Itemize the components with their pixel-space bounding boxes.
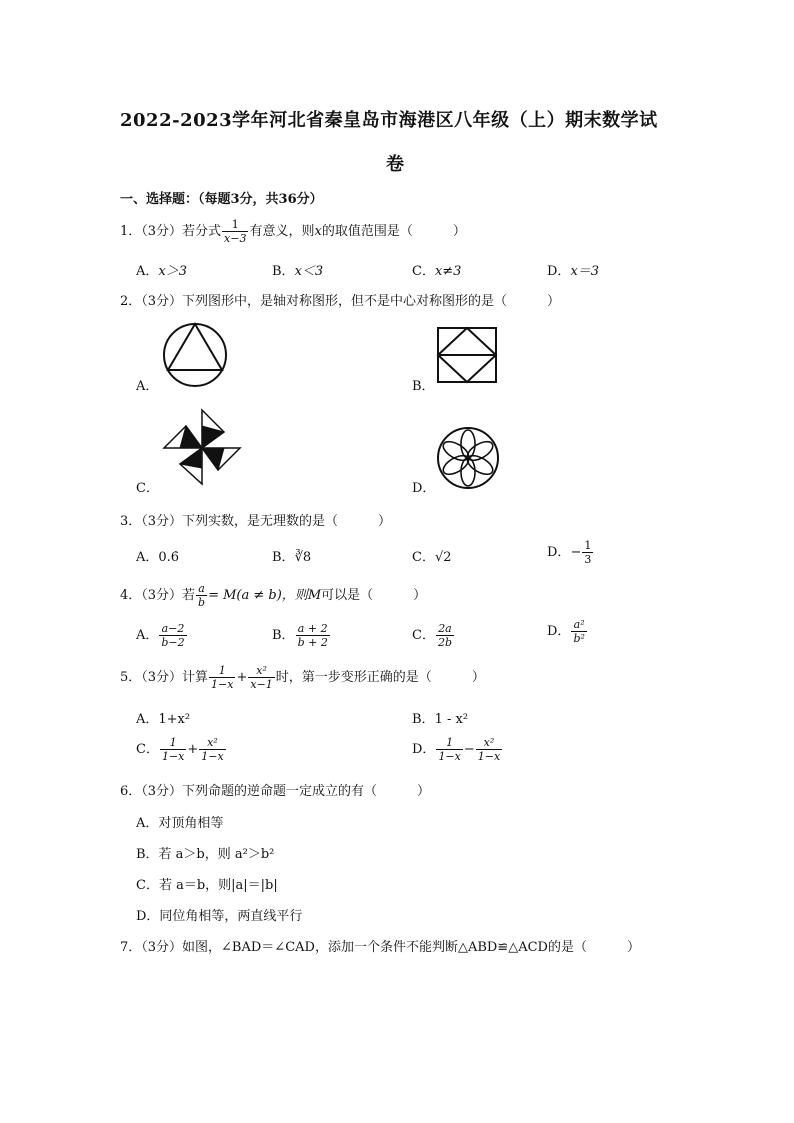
option-c[interactable]: C．√2 xyxy=(412,550,452,565)
option-d[interactable]: D．同位角相等，两直线平行 xyxy=(136,909,303,924)
option-c[interactable]: C． xyxy=(136,481,159,496)
question-1-prefix: 1．（3分）若分式 xyxy=(120,224,222,239)
question-2: 2．（3分）下列图形中，是轴对称图形，但不是中心对称图形的是（ ） xyxy=(120,294,561,309)
option-b[interactable]: B．1 - x² xyxy=(412,712,469,727)
question-7: 7．（3分）如图，∠BAD＝∠CAD，添加一个条件不能判断△ABD≌△ACD的是（ ） xyxy=(120,940,640,955)
option-a[interactable]: A．对顶角相等 xyxy=(136,816,224,831)
square-diamond-figure xyxy=(436,326,498,384)
option-c[interactable]: C．若 a＝b，则|a|＝|b| xyxy=(136,878,278,893)
page-title-continued: 卷 xyxy=(386,154,405,175)
option-a[interactable]: A． xyxy=(136,379,159,394)
circle-triangle-figure xyxy=(162,322,228,388)
option-a[interactable]: A．0.6̇ xyxy=(136,550,180,565)
page-title: 2022-2023学年河北省秦皇岛市海港区八年级（上）期末数学试 xyxy=(120,110,658,131)
flower-circle-figure xyxy=(436,426,500,490)
option-d[interactable]: D． $\frac{1}{1-x}$ − $\frac{\text{x²}}{1-x}$ xyxy=(412,736,501,763)
question-5: 5．（3分）计算 $\frac{1}{1-x}$ + $\frac{\text{x²}}{x-1}$ 时，第一步变形正确的是（ ） xyxy=(120,664,485,691)
question-6: 6．（3分）下列命题的逆命题一定成立的有（ ） xyxy=(120,784,431,799)
option-d[interactable]: D．x＝3 xyxy=(547,264,600,279)
option-a[interactable]: A． $\frac{a-2}{b-2}$ xyxy=(136,622,185,649)
option-c[interactable]: C． $\frac{2a}{2b}$ xyxy=(412,622,452,649)
option-c[interactable]: C．x≠3 xyxy=(412,264,462,279)
question-4: 4．（3分）若 $\frac{a}{b}$ = M(a ≠ b)，则M可以是（ ） xyxy=(120,582,427,609)
question-3: 3．（3分）下列实数，是无理数的是（ ） xyxy=(120,514,392,529)
option-a[interactable]: A．1+x² xyxy=(136,712,191,727)
option-d[interactable]: D． xyxy=(412,481,436,496)
option-b[interactable]: B． $\frac{a + 2}{b + 2}$ xyxy=(272,622,328,649)
option-b[interactable]: B．若 a＞b，则 a²＞b² xyxy=(136,847,275,862)
question-1: 1．（3分）若分式 $\frac{1}{x-3}$ 有意义，则x的取值范围是（ ） xyxy=(120,218,466,245)
option-a[interactable]: A．x＞3 xyxy=(136,264,187,279)
option-d[interactable]: D． $\frac{\text{a²}}{\text{b²}}$ xyxy=(547,618,585,645)
fraction: $\frac{1}{x-3}$ xyxy=(224,218,247,245)
option-b[interactable]: B． xyxy=(412,379,435,394)
option-b[interactable]: B．∛8 xyxy=(272,550,312,565)
section-heading: 一、选择题：（每题3分，共36分） xyxy=(120,192,323,207)
option-c[interactable]: C． $\frac{1}{1-x}$ + $\frac{\text{x²}}{1-x}$ xyxy=(136,736,224,763)
option-d[interactable]: D．− $\frac{1}{3}$ xyxy=(547,539,592,566)
pinwheel-figure xyxy=(162,408,242,486)
option-b[interactable]: B．x＜3 xyxy=(272,264,324,279)
